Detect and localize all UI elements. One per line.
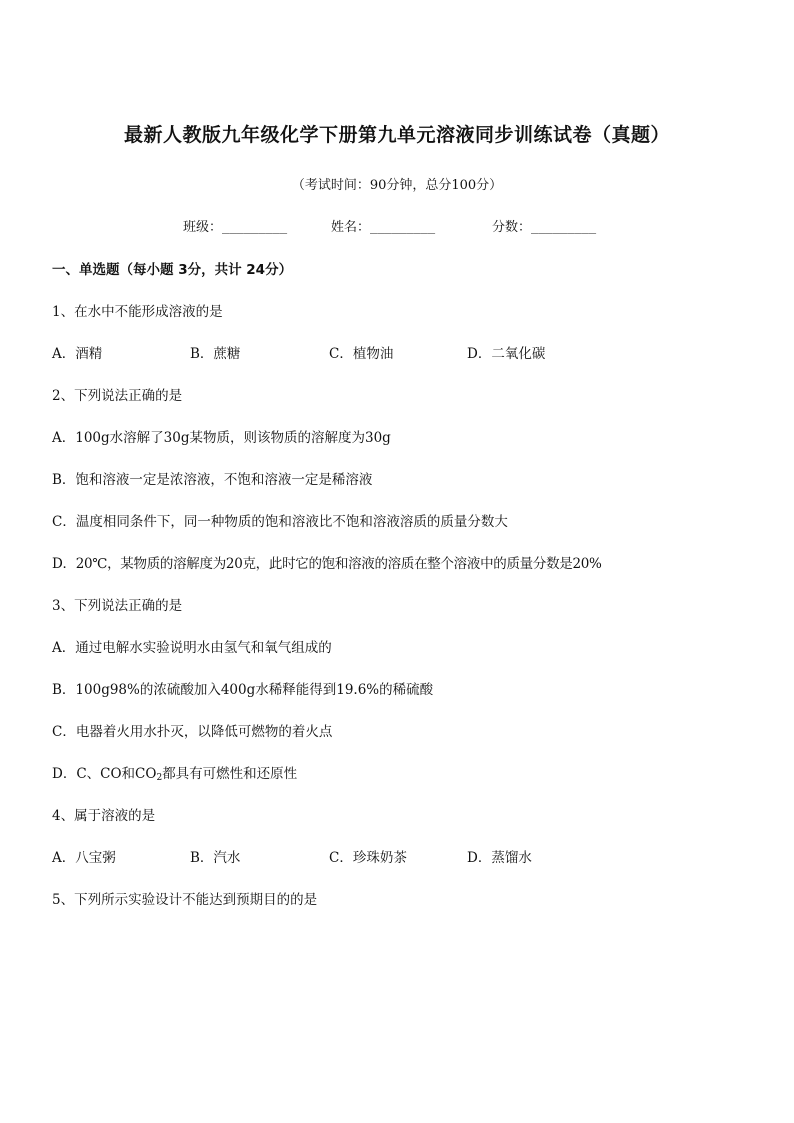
question-3-option-b[interactable]: B．100g98%的浓硫酸加入400g水稀释能得到19.6%的稀硫酸 — [52, 682, 434, 698]
question-3-stem: 3、下列说法正确的是 — [52, 598, 183, 614]
question-5-stem: 5、下列所示实验设计不能达到预期目的的是 — [52, 892, 318, 908]
exam-time-note: （考试时间：90分钟，总分100分） — [291, 178, 503, 193]
question-4-stem: 4、属于溶液的是 — [52, 808, 156, 824]
question-1-option-c[interactable]: C．植物油 — [329, 346, 394, 362]
score-blank[interactable]: _________ — [531, 220, 597, 234]
question-4-option-d[interactable]: D．蒸馏水 — [467, 850, 532, 866]
question-3-option-c[interactable]: C．电器着火用水扑灭，以降低可燃物的着火点 — [52, 724, 333, 740]
question-2-option-d[interactable]: D．20℃，某物质的溶解度为20克，此时它的饱和溶液的溶质在整个溶液中的质量分数是20% — [52, 556, 602, 572]
class-label: 班级： — [183, 220, 223, 235]
question-4-option-b[interactable]: B．汽水 — [190, 850, 241, 866]
name-blank[interactable]: _________ — [370, 220, 436, 234]
question-3-option-a[interactable]: A．通过电解水实验说明水由氢气和氧气组成的 — [52, 640, 332, 656]
section-heading: 一、单选题（每小题 3分，共计 24分） — [52, 262, 293, 278]
page-title: 最新人教版九年级化学下册第九单元溶液同步训练试卷（真题） — [123, 124, 670, 146]
score-field[interactable] — [492, 216, 596, 235]
question-4-option-c[interactable]: C．珍珠奶茶 — [329, 850, 407, 866]
question-3-option-d-tail: 都具有可燃性和还原性 — [162, 766, 298, 782]
name-field[interactable] — [331, 216, 435, 235]
question-2-option-c[interactable]: C．温度相同条件下，同一种物质的饱和溶液比不饱和溶液溶质的质量分数大 — [52, 514, 508, 530]
question-4-option-a[interactable]: A．八宝粥 — [52, 850, 116, 866]
score-label: 分数： — [492, 220, 532, 235]
question-1-stem: 1、在水中不能形成溶液的是 — [52, 304, 223, 320]
question-2-option-a[interactable]: A．100g水溶解了30g某物质，则该物质的溶解度为30g — [52, 430, 391, 446]
question-2-stem: 2、下列说法正确的是 — [52, 388, 183, 404]
class-field[interactable] — [183, 216, 287, 235]
question-1-option-b[interactable]: B．蔗糖 — [190, 346, 241, 362]
co2-subscript: 2 — [156, 773, 163, 783]
question-1-option-d[interactable]: D．二氧化碳 — [467, 346, 546, 362]
class-blank[interactable]: _________ — [222, 220, 288, 234]
question-3-option-d[interactable] — [52, 762, 297, 783]
question-2-option-b[interactable]: B．饱和溶液一定是浓溶液，不饱和溶液一定是稀溶液 — [52, 472, 373, 488]
question-1-option-a[interactable]: A．酒精 — [52, 346, 103, 362]
name-label: 姓名： — [331, 220, 371, 235]
question-3-option-d-text: D．C、CO和CO — [52, 766, 157, 782]
